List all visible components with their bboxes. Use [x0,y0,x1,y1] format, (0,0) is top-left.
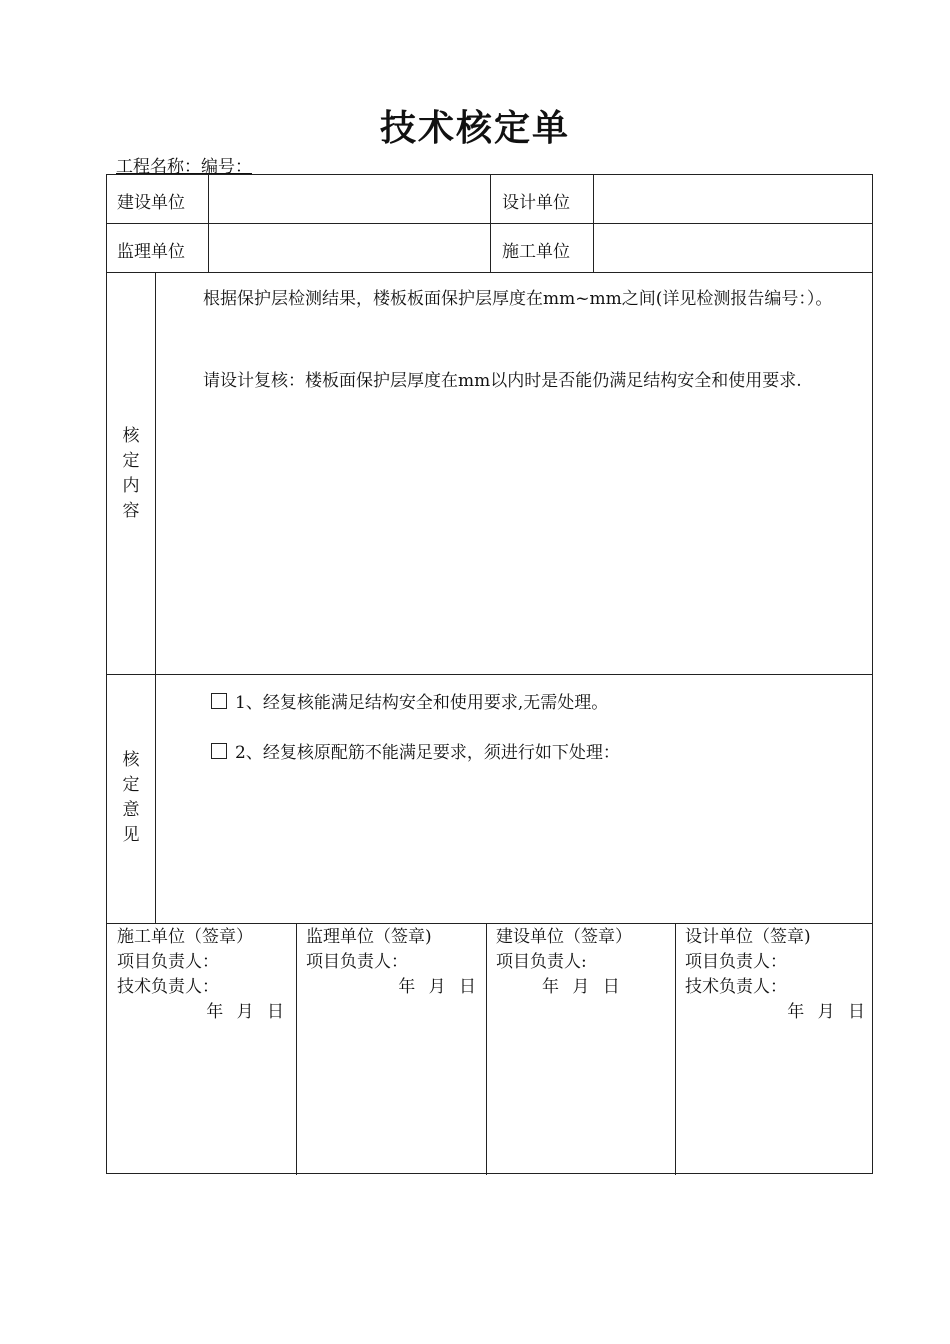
signature-line: 项目负责人： [685,952,787,972]
col-divider [675,923,676,1175]
signature-unit: 建设单位（签章） [496,927,632,947]
option-no-action[interactable] [211,688,608,713]
signature-unit: 施工单位（签章） [117,927,253,947]
content-section-label [107,424,155,524]
signature-line: 技术负责人： [117,977,219,997]
checkbox-needs-action[interactable] [211,743,227,759]
col-divider [296,923,297,1175]
label-char: 意 [122,800,140,820]
signature-block-owner [496,925,666,1000]
contractor-unit-label: 施工单位 [502,242,570,262]
signature-line: 项目负责人: [496,952,587,972]
label-char: 内 [122,476,140,496]
col-divider [593,175,594,272]
signature-date: 年 月 日 [787,1002,865,1022]
label-char: 核 [122,750,140,770]
col-divider [486,923,487,1175]
option-no-action-text: 1、经复核能满足结构安全和使用要求,无需处理。 [235,693,609,713]
design-unit-label: 设计单位 [502,193,570,213]
supervision-unit-label: 监理单位 [117,242,185,262]
opinion-section-label [107,748,155,848]
project-name-line: 工程名称：编号： [116,157,252,177]
label-char: 核 [122,426,140,446]
row-divider [107,272,872,273]
checkbox-no-action[interactable] [211,693,227,709]
label-char: 容 [122,501,140,521]
signature-line: 项目负责人： [306,952,408,972]
col-divider [155,272,156,923]
row-divider [107,674,872,675]
label-char: 定 [122,775,140,795]
signature-unit: 监理单位（签章) [306,927,432,947]
label-char: 见 [122,825,140,845]
signature-block-contractor [117,925,284,1025]
document-title: 技术核定单 [379,108,570,149]
signature-line: 项目负责人： [117,952,219,972]
col-divider [208,175,209,272]
signature-block-design [685,925,865,1025]
form-table [106,174,873,1174]
signature-date: 年 月 日 [206,1002,284,1022]
content-paragraph-2: 请设计复核：楼板面保护层厚度在mm以内时是否能仍满足结构安全和使用要求. [203,371,802,391]
col-divider [490,175,491,272]
label-char: 定 [122,451,140,471]
signature-date: 年 月 日 [542,977,620,997]
option-needs-action-text: 2、经复核原配筋不能满足要求，须进行如下处理： [235,743,620,763]
row-divider [107,923,872,924]
signature-block-supervision [306,925,476,1000]
option-needs-action[interactable] [211,738,620,763]
signature-date: 年 月 日 [398,977,476,997]
construction-owner-label: 建设单位 [117,193,185,213]
signature-line: 技术负责人： [685,977,787,997]
signature-unit: 设计单位（签章) [685,927,811,947]
content-paragraph-1: 根据保护层检测结果，楼板板面保护层厚度在mm~mm之间(详见检测报告编号：）。 [203,289,833,309]
